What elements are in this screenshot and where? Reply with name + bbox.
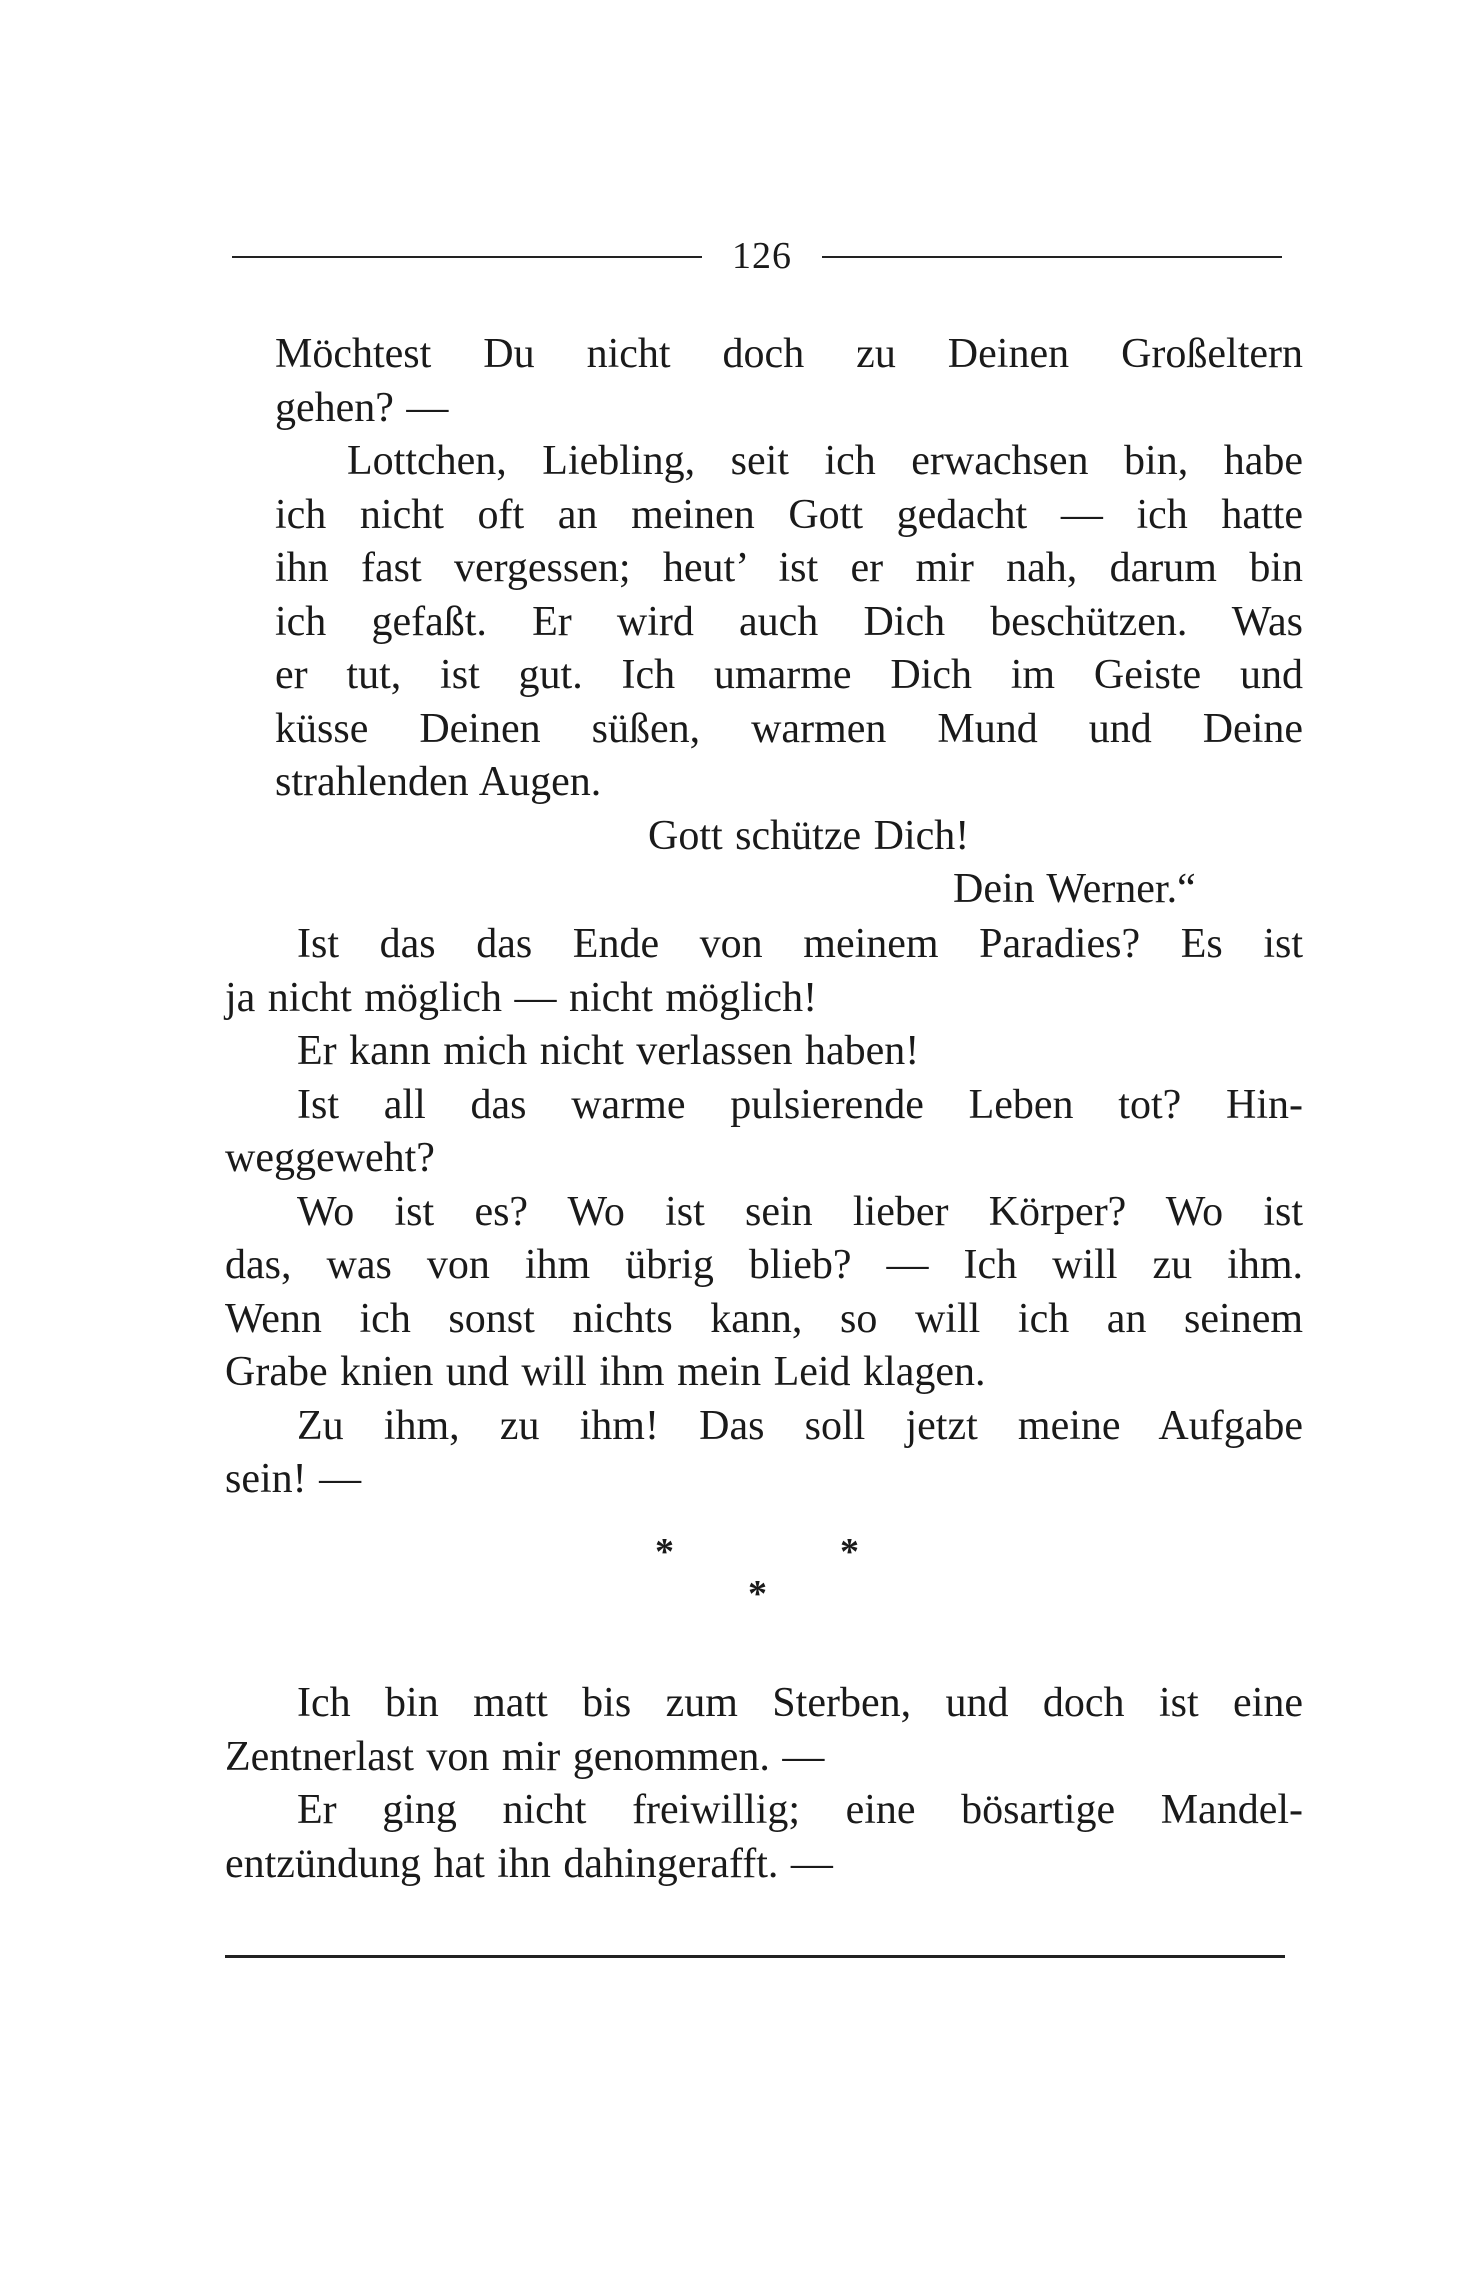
letter-signature: Dein Werner.“ (953, 866, 1196, 912)
text-line: ja nicht möglich — nicht möglich! (225, 974, 818, 1021)
text-line: Zu ihm, zu ihm! Das soll jetzt meine Aufgabe (297, 1402, 1303, 1449)
text-line: entzündung hat ihn dahingerafft. — (225, 1840, 833, 1887)
text-line: strahlenden Augen. (275, 759, 602, 805)
header-rule-right (822, 256, 1282, 258)
text-line: ich gefaßt. Er wird auch Dich beschützen. Was (275, 598, 1303, 645)
text-line: Ist all das warme pulsierende Leben tot? Hin- (297, 1081, 1303, 1128)
text-line: Er ging nicht freiwillig; eine bösartige Mandel- (297, 1787, 1303, 1833)
text-line: Er kann mich nicht verlassen haben! (297, 1028, 920, 1074)
text-line: Grabe knien und will ihm mein Leid klagen. (225, 1349, 986, 1395)
header-rule-left (232, 256, 702, 258)
text-line: weggeweht? (225, 1135, 435, 1181)
asterisk: * (655, 1531, 674, 1573)
footer-rule (225, 1955, 1285, 1958)
text-line: er tut, ist gut. Ich umarme Dich im Geiste und (275, 652, 1303, 698)
letter-closing: Gott schütze Dich! (648, 812, 970, 859)
text-line: Ist das das Ende von meinem Paradies? Es ist (297, 921, 1303, 967)
text-line: Ich bin matt bis zum Sterben, und doch ist eine (297, 1680, 1303, 1726)
text-line: Lottchen, Liebling, seit ich erwachsen bin, habe (347, 438, 1303, 484)
text-line: sein! — (225, 1456, 362, 1502)
narration-block (225, 918, 1303, 1507)
text-line: Wo ist es? Wo ist sein lieber Körper? Wo ist (297, 1188, 1303, 1235)
text-line: das, was von ihm übrig blieb? — Ich will zu ihm. (225, 1242, 1303, 1288)
text-line: gehen? — (275, 384, 449, 431)
page-number: 126 (732, 235, 792, 277)
section-separator (600, 1530, 880, 1620)
page-header (232, 228, 1282, 288)
text-line: Möchtest Du nicht doch zu Deinen Großeltern (275, 331, 1303, 377)
text-line: ich nicht oft an meinen Gott gedacht — ich hatte (275, 491, 1303, 538)
text-line: ihn fast vergessen; heut’ ist er mir nah, darum bin (275, 545, 1303, 591)
text-line: Zentnerlast von mir genommen. — (225, 1733, 825, 1780)
letter-ending (275, 328, 1303, 917)
text-line: Wenn ich sonst nichts kann, so will ich an seinem (225, 1295, 1303, 1342)
asterisk: * (748, 1573, 767, 1615)
text-line: küsse Deinen süßen, warmen Mund und Deine (275, 705, 1303, 752)
asterisk: * (840, 1531, 859, 1573)
narration-block-final (225, 1677, 1303, 1891)
